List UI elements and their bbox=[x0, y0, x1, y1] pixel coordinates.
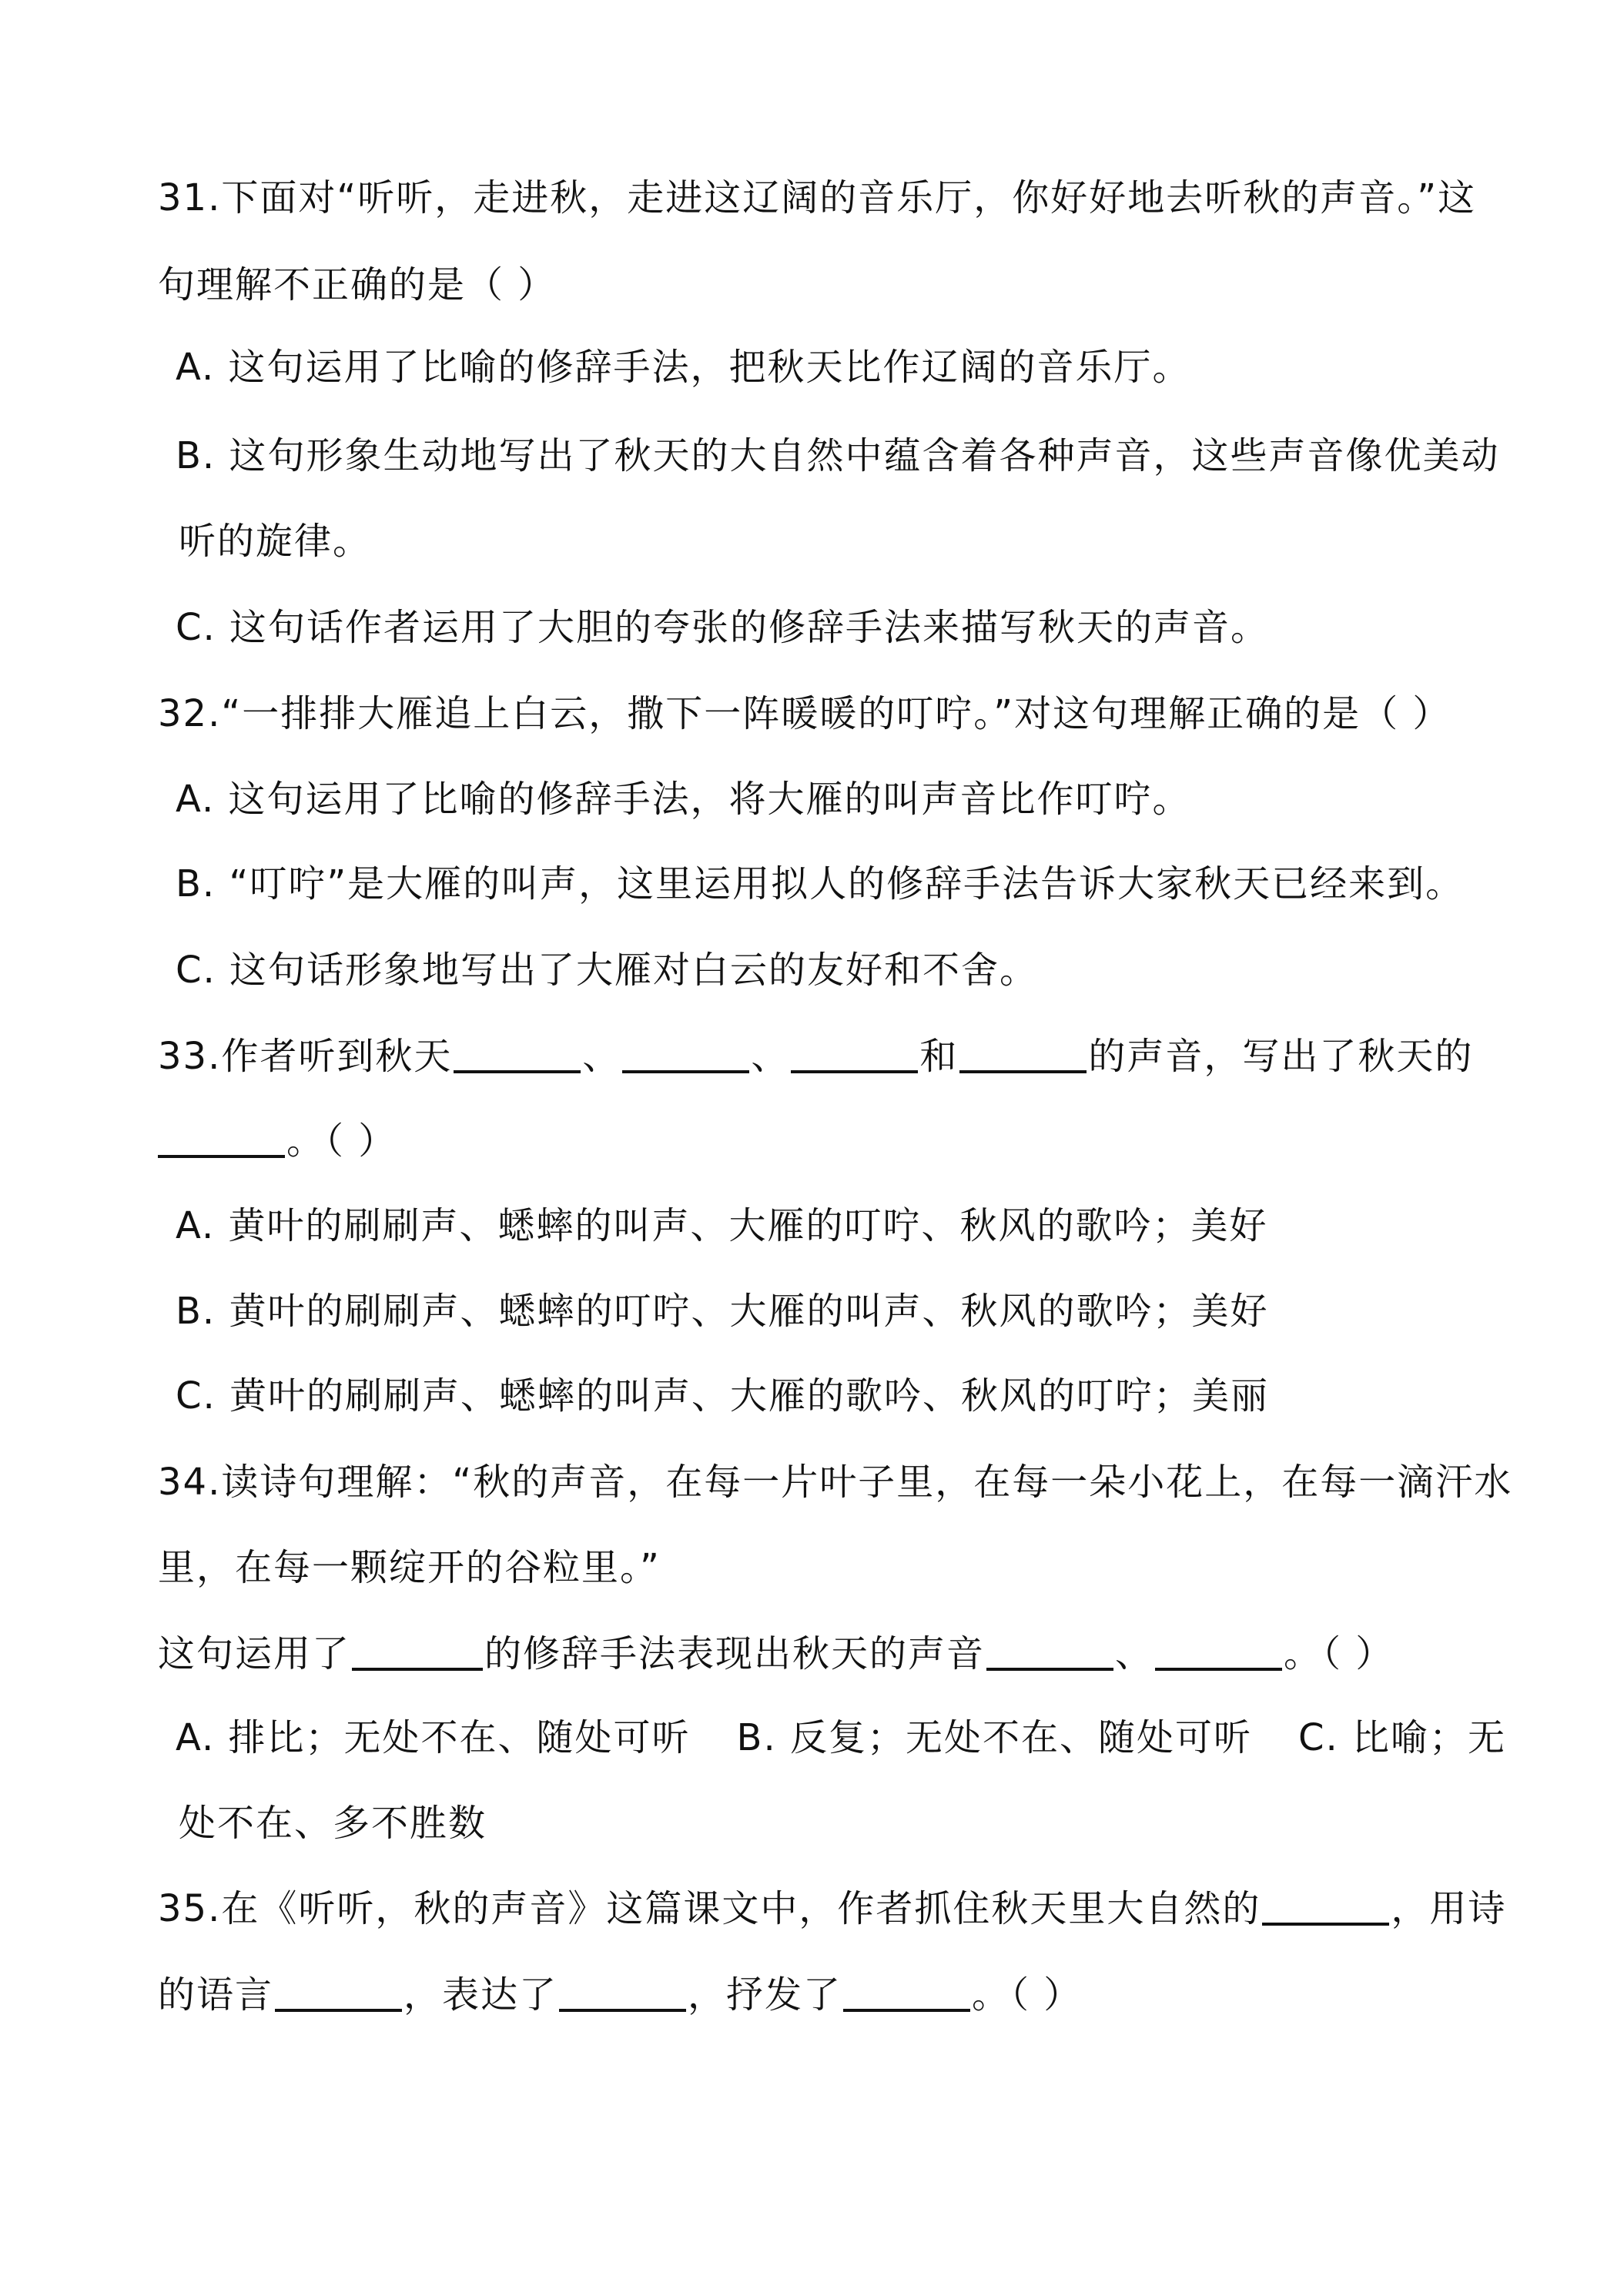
q33-text-1: 33.作者听到秋天 bbox=[158, 1035, 453, 1078]
q34-blank-1 bbox=[352, 1632, 483, 1671]
q34-text-4: 。（ ） bbox=[1284, 1632, 1395, 1675]
q31-option-c[interactable]: C. 这句话作者运用了大胆的夸张的修辞手法来描写秋天的声音。 bbox=[176, 606, 1270, 649]
q33-stem-line1 bbox=[158, 1029, 1473, 1083]
q35-text-5: ，抒发了 bbox=[688, 1973, 842, 2017]
q34-stem-line1: 34.读诗句理解：“秋的声音，在每一片叶子里，在每一朵小花上，在每一滴汗水 bbox=[158, 1461, 1513, 1504]
q31-option-b-line2[interactable]: 听的旋律。 bbox=[179, 520, 372, 563]
q34-stem-line3 bbox=[158, 1627, 1394, 1681]
q33-stem-line2 bbox=[158, 1114, 397, 1168]
q34-blank-3 bbox=[1155, 1632, 1282, 1671]
q35-text-1: 35.在《听听，秋的声音》这篇课文中，作者抓住秋天里大自然的 bbox=[158, 1887, 1261, 1930]
q32-option-b[interactable]: B. “叮咛”是大雁的叫声，这里运用拟人的修辞手法告诉大家秋天已经来到。 bbox=[176, 862, 1465, 905]
q33-blank-5 bbox=[158, 1120, 285, 1158]
q35-text-3: 的语言 bbox=[158, 1973, 274, 2017]
q34-blank-2 bbox=[986, 1632, 1113, 1671]
q33-option-b[interactable]: B. 黄叶的刷刷声、蟋蟀的叮咛、大雁的叫声、秋风的歌吟；美好 bbox=[176, 1290, 1269, 1333]
q35-blank-2 bbox=[275, 1973, 402, 2012]
q33-blank-1 bbox=[454, 1035, 581, 1073]
q35-blank-3 bbox=[559, 1973, 686, 2012]
q33-option-a[interactable]: A. 黄叶的刷刷声、蟋蟀的叫声、大雁的叮咛、秋风的歌吟；美好 bbox=[176, 1204, 1268, 1247]
q34-option-b[interactable]: B. 反复；无处不在、随处可听 bbox=[736, 1716, 1252, 1759]
q34-options-line bbox=[176, 1711, 1506, 1765]
q35-stem-line2 bbox=[158, 1968, 1082, 2022]
q35-text-4: ，表达了 bbox=[403, 1973, 558, 2017]
q35-blank-1 bbox=[1262, 1887, 1389, 1926]
q33-text-5: 的声音，写出了秋天的 bbox=[1088, 1035, 1474, 1078]
q31-option-b-line1[interactable]: B. 这句形象生动地写出了秋天的大自然中蕴含着各种声音，这些声音像优美动 bbox=[176, 434, 1500, 477]
q35-blank-4 bbox=[843, 1973, 970, 2012]
q33-text-2: 、 bbox=[582, 1035, 621, 1078]
q35-text-6: 。（ ） bbox=[972, 1973, 1083, 2017]
q33-blank-3 bbox=[791, 1035, 918, 1073]
q34-option-a[interactable]: A. 排比；无处不在、随处可听 bbox=[176, 1716, 691, 1759]
q31-stem-line2: 句理解不正确的是（ ） bbox=[158, 263, 557, 306]
q31-option-a[interactable]: A. 这句运用了比喻的修辞手法，把秋天比作辽阔的音乐厅。 bbox=[176, 346, 1191, 389]
q35-stem-line1 bbox=[158, 1882, 1506, 1936]
q35-text-2: ，用诗 bbox=[1391, 1887, 1507, 1930]
q34-stem-line2: 里，在每一颗绽开的谷粒里。” bbox=[158, 1546, 661, 1589]
q34-text-3: 、 bbox=[1115, 1632, 1154, 1675]
q33-text-3: 、 bbox=[751, 1035, 790, 1078]
q33-text-6: 。（ ） bbox=[286, 1120, 397, 1163]
q34-option-c[interactable]: C. 比喻；无 bbox=[1298, 1716, 1507, 1759]
q33-text-4: 和 bbox=[919, 1035, 959, 1078]
q34-option-c-cont[interactable]: 处不在、多不胜数 bbox=[179, 1802, 487, 1845]
q33-blank-2 bbox=[622, 1035, 749, 1073]
q34-text-2: 的修辞手法表现出秋天的声音 bbox=[484, 1632, 986, 1675]
q31-stem-line1: 31.下面对“听听，走进秋，走进这辽阔的音乐厅，你好好地去听秋的声音。”这 bbox=[158, 176, 1477, 219]
q33-option-c[interactable]: C. 黄叶的刷刷声、蟋蟀的叫声、大雁的歌吟、秋风的叮咛；美丽 bbox=[176, 1374, 1270, 1417]
q34-text-1: 这句运用了 bbox=[158, 1632, 351, 1675]
q32-option-c[interactable]: C. 这句话形象地写出了大雁对白云的友好和不舍。 bbox=[176, 949, 1039, 992]
q33-blank-4 bbox=[959, 1035, 1087, 1073]
q32-stem: 32.“一排排大雁追上白云，撒下一阵暖暖的叮咛。”对这句理解正确的是（ ） bbox=[158, 692, 1452, 735]
q32-option-a[interactable]: A. 这句运用了比喻的修辞手法，将大雁的叫声音比作叮咛。 bbox=[176, 778, 1191, 821]
